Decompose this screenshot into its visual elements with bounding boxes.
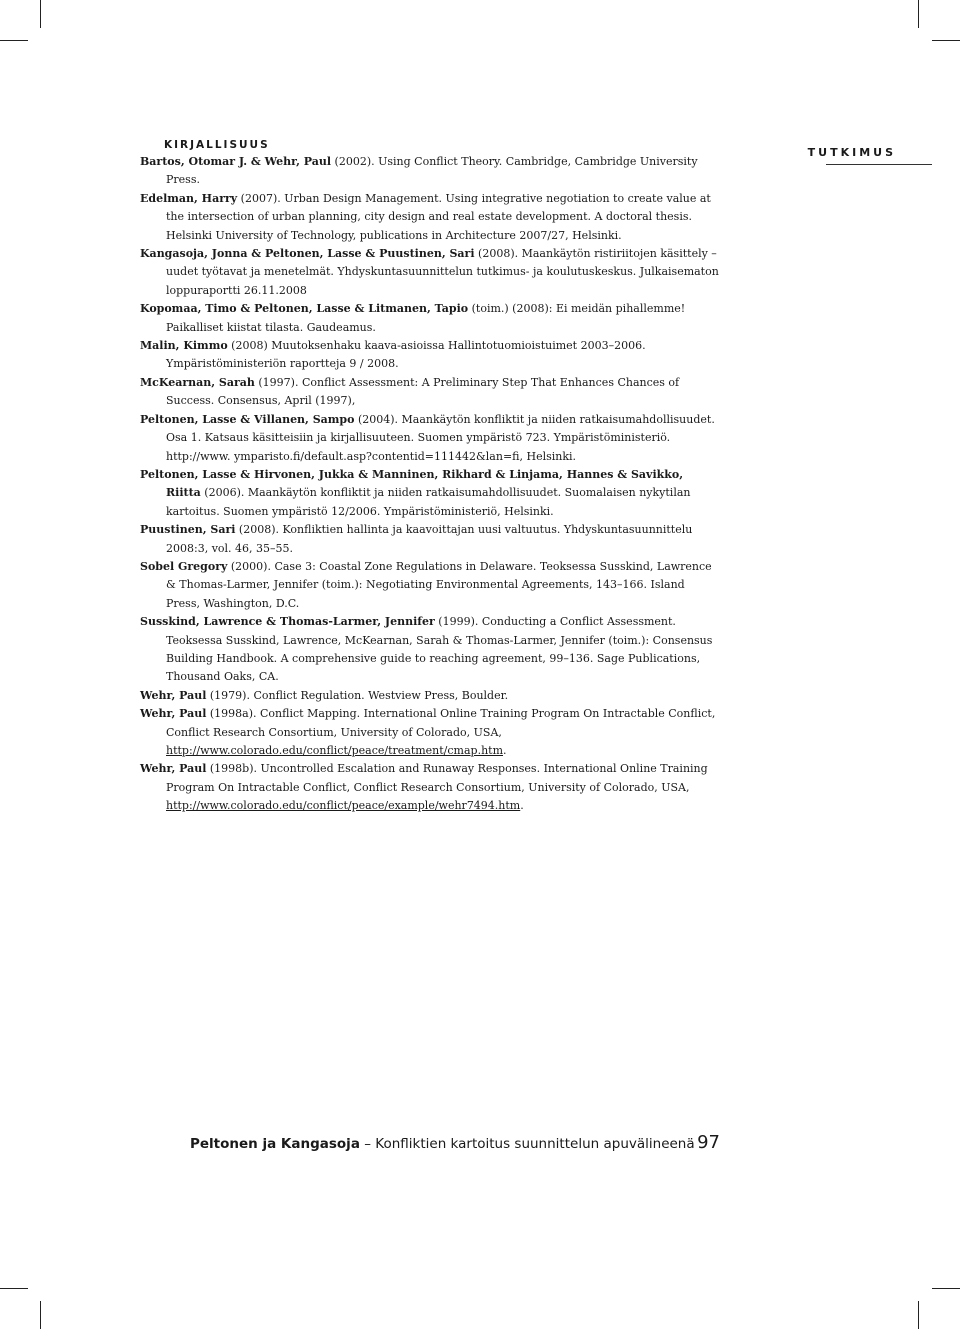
crop-mark <box>40 1301 41 1329</box>
reference-text: (1997). Conflict Assessment: A Preliminary Step That Enhances Chances of Success. Consensus, April (1997), <box>166 375 680 408</box>
reference-text: (1998a). Conflict Mapping. International Online Training Program On Intractable Conflict, Conflict Research Consortium, University of Colorado, USA, <box>166 707 716 739</box>
reference-author: Peltonen, Lasse & Hirvonen, Jukka & Manninen, Rikhard & Linjama, Hannes & Savikko, Riitta <box>140 467 684 500</box>
reference-author: Bartos, Otomar J. & Wehr, Paul <box>140 155 332 168</box>
reference-text: (2008) Muutoksenhaku kaava-asioissa Hallintotuomioistuimet 2003–2006. Ympäristöministeriön raportteja 9 / 2008. <box>166 339 646 371</box>
reference-author: Puustinen, Sari <box>140 523 236 537</box>
reference-author: Edelman, Harry <box>140 191 238 205</box>
crop-mark <box>918 1301 919 1329</box>
reference-text: (toim.) (2008): Ei meidän pihallemme! Paikalliset kiistat tilasta. Gaudeamus. <box>166 302 686 334</box>
reference-entry <box>140 760 720 815</box>
reference-text: (2000). Case 3: Coastal Zone Regulations in Delaware. Teoksessa Susskind, Lawrence & Thomas-Larmer, Jennifer (toim.): Negotiating Environmental Agreements, 143–166. Island Press, Washington, D.C. <box>166 559 712 610</box>
section-rule <box>826 164 932 165</box>
page-number: 97 <box>697 1132 720 1153</box>
reference-text: (2002). Using Conflict Theory. Cambridge, Cambridge University Press. <box>166 155 698 187</box>
footer-title: – Konfliktien kartoitus suunnittelun apuvälineenä <box>359 1136 695 1152</box>
reference-entry <box>140 613 720 687</box>
crop-mark <box>918 0 919 28</box>
reference-author: Wehr, Paul <box>140 707 207 721</box>
crop-mark <box>932 1288 960 1289</box>
crop-mark <box>932 40 960 41</box>
reference-entry <box>140 374 720 411</box>
page-footer <box>190 1132 720 1153</box>
reference-author: Kangasoja, Jonna & Peltonen, Lasse & Puustinen, Sari <box>140 247 475 261</box>
reference-entry <box>140 411 720 466</box>
reference-text: (2006). Maankäytön konfliktit ja niiden ratkaisumahdollisuudet. Suomalaisen nykytilan kartoitus. Suomen ympäristö 12/2006. Ympäristöministeriö, Helsinki. <box>166 486 691 518</box>
reference-entry <box>140 521 720 558</box>
reference-text: (2008). Maankäytön ristiriitojen käsittely – uudet työtavat ja menetelmät. Yhdyskuntasuunnittelun tutkimus- ja koulutuskeskus. Julkaisematon loppuraportti 26.11.2008 <box>166 247 719 297</box>
reference-text: (1999). Conducting a Conflict Assessment. Teoksessa Susskind, Lawrence, McKearnan, Sarah & Thomas-Larmer, Jennifer (toim.): Consensus Building Handbook. A comprehensive guide to reaching agreement, 99–136. Sage Publications, Thousand Oaks, CA. <box>166 615 713 684</box>
reference-author: Wehr, Paul <box>140 762 207 776</box>
reference-entry <box>140 300 720 337</box>
reference-author: McKearnan, Sarah <box>140 375 255 389</box>
crop-mark <box>40 0 41 28</box>
reference-author: Susskind, Lawrence & Thomas-Larmer, Jennifer <box>140 615 435 629</box>
section-label: TUTKIMUS <box>807 146 896 159</box>
reference-text: (1979). Conflict Regulation. Westview Press, Boulder. <box>206 688 509 702</box>
reference-text: (2007). Urban Design Management. Using integrative negotiation to create value at the intersection of urban planning, city design and real estate development. A doctoral thesis. Helsinki University of Technology, publications in Architecture 2007/27, Helsinki. <box>166 191 711 242</box>
reference-author: Sobel Gregory <box>140 559 228 573</box>
crop-mark <box>0 40 28 41</box>
references-heading: KIRJALLISUUS <box>164 139 270 151</box>
reference-author: Kopomaa, Timo & Peltonen, Lasse & Litmanen, Tapio <box>140 302 469 316</box>
reference-link[interactable]: http://www.colorado.edu/conflict/peace/example/wehr7494.htm <box>166 799 521 813</box>
reference-entries <box>140 153 720 816</box>
reference-author: Peltonen, Lasse & Villanen, Sampo <box>140 412 355 426</box>
reference-text: (1998b). Uncontrolled Escalation and Runaway Responses. International Online Training Program On Intractable Conflict, Conflict Research Consortium, University of Colorado, USA, <box>166 762 708 794</box>
reference-entry <box>140 190 720 245</box>
reference-entry <box>140 337 720 374</box>
reference-entry <box>140 466 720 521</box>
reference-entry <box>140 687 720 705</box>
crop-mark <box>0 1288 28 1289</box>
reference-list <box>140 138 720 816</box>
reference-text: (2004). Maankäytön konfliktit ja niiden ratkaisumahdollisuudet. Osa 1. Katsaus käsitteisiin ja kirjallisuuteen. Suomen ympäristö 723. Ympäristöministeriö. http://www. ymparisto.fi/default.asp?contentid=111442&lan=fi, Helsinki. <box>166 412 715 463</box>
reference-tail: . <box>520 799 524 813</box>
reference-text: (2008). Konfliktien hallinta ja kaavoittajan uusi valtuutus. Yhdyskuntasuunnittelu 2008:3, vol. 46, 35–55. <box>166 523 693 555</box>
reference-entry <box>140 153 720 190</box>
reference-entry <box>140 705 720 760</box>
reference-author: Wehr, Paul <box>140 688 207 702</box>
reference-entry <box>140 558 720 613</box>
reference-author: Malin, Kimmo <box>140 339 228 353</box>
reference-entry <box>140 245 720 300</box>
footer-authors: Peltonen ja Kangasoja <box>190 1136 360 1152</box>
reference-link[interactable]: http://www.colorado.edu/conflict/peace/treatment/cmap.htm <box>166 744 504 757</box>
reference-tail: . <box>503 744 507 757</box>
